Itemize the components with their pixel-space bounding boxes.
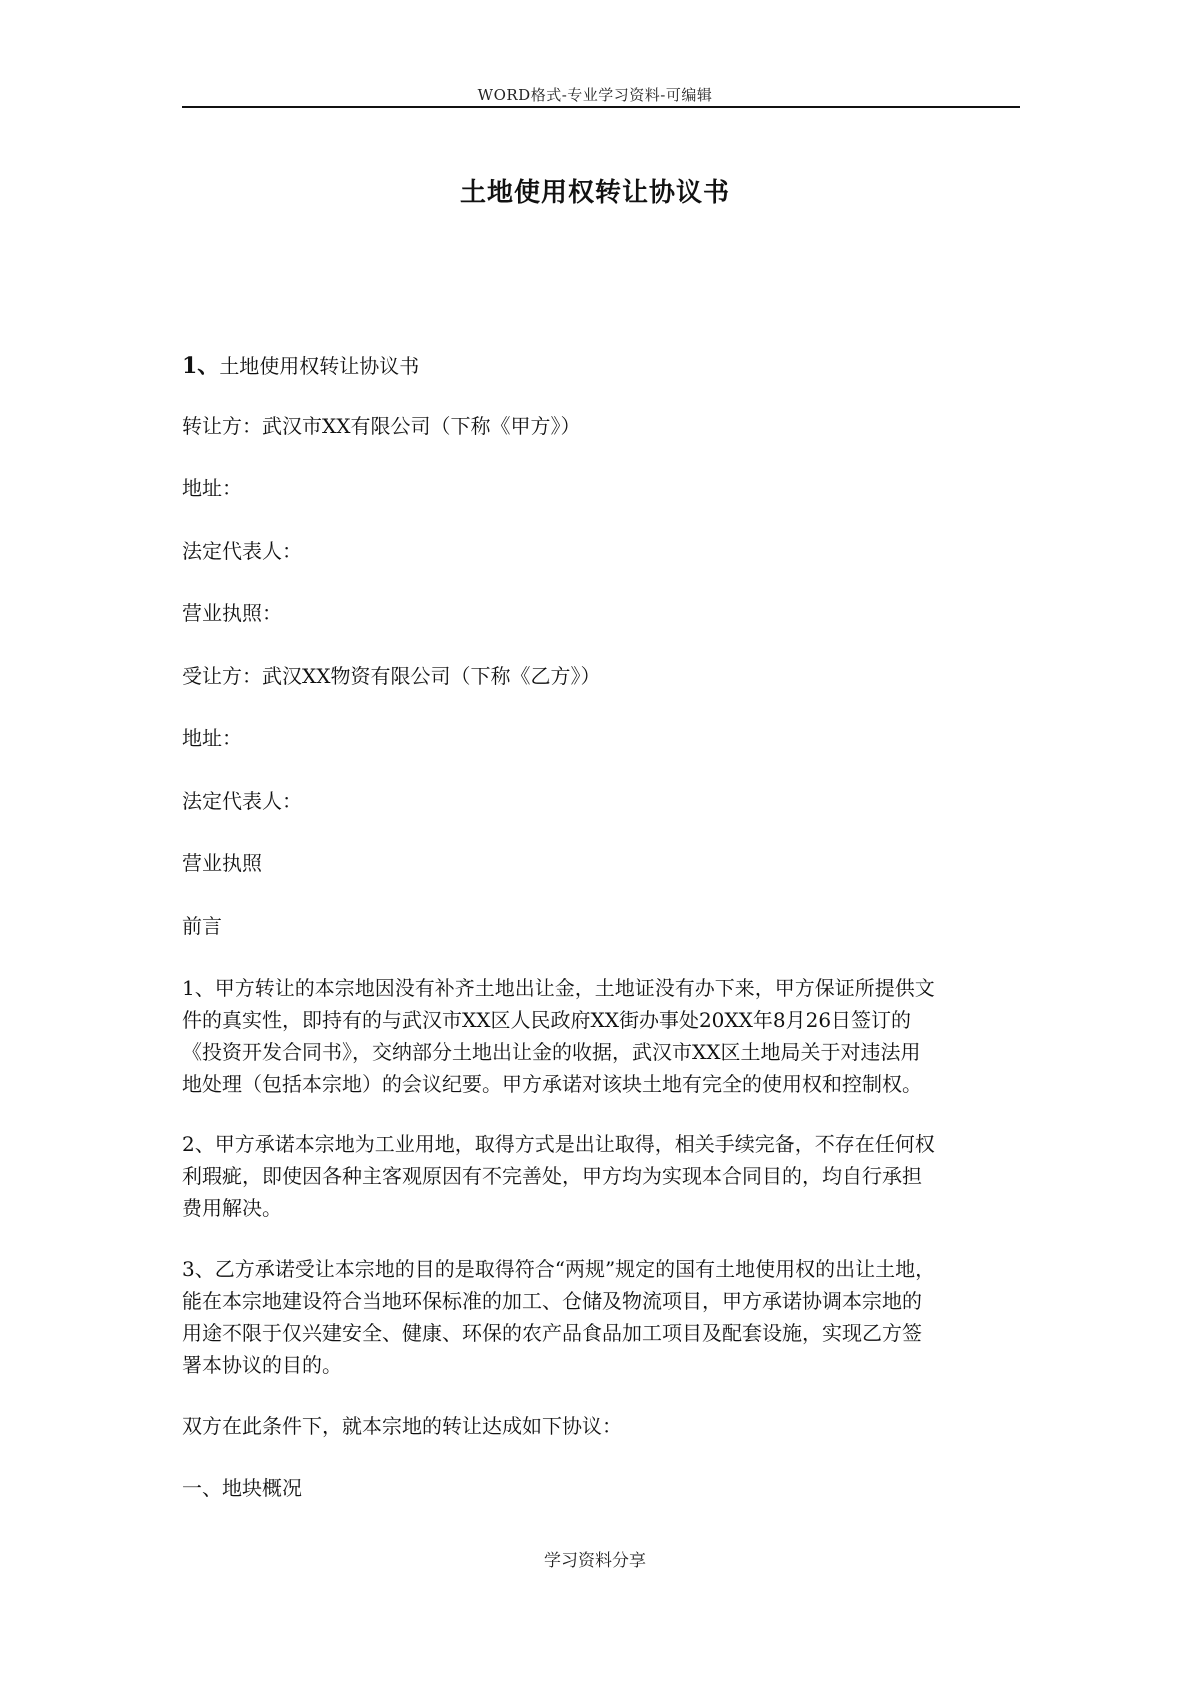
preface-heading: 前言 xyxy=(182,914,222,938)
section-heading-text: 土地使用权转让协议书 xyxy=(219,354,420,378)
agreement-intro: 双方在此条件下，就本宗地的转让达成如下协议： xyxy=(182,1414,622,1438)
clause-1-line: 1、甲方转让的本宗地因没有补齐土地出让金，土地证没有办下来，甲方保证所提供文 xyxy=(182,976,935,1000)
clause-3-line: 3、乙方承诺受让本宗地的目的是取得符合“两规”规定的国有土地使用权的出让土地， xyxy=(182,1257,936,1281)
section-heading xyxy=(182,350,1012,382)
transferor-party: 转让方：武汉市XX有限公司（下称《甲方》） xyxy=(182,414,581,438)
clause-3 xyxy=(182,1253,1012,1381)
transferor-license: 营业执照： xyxy=(182,601,282,625)
clause-2-line: 费用解决。 xyxy=(182,1196,282,1220)
page-footer: 学习资料分享 xyxy=(544,1551,646,1571)
transferee-license: 营业执照 xyxy=(182,851,262,875)
transferee-party: 受让方：武汉XX物资有限公司（下称《乙方》） xyxy=(182,664,601,688)
header-divider xyxy=(182,106,1020,108)
transferor-legal-rep: 法定代表人： xyxy=(182,539,302,563)
transferee-legal-rep: 法定代表人： xyxy=(182,789,302,813)
clause-3-line: 能在本宗地建设符合当地环保标准的加工、仓储及物流项目，甲方承诺协调本宗地的 xyxy=(182,1289,922,1313)
clause-1-line: 地处理（包括本宗地）的会议纪要。甲方承诺对该块土地有完全的使用权和控制权。 xyxy=(182,1072,922,1096)
clause-2-line: 利瑕疵，即使因各种主客观原因有不完善处，甲方均为实现本合同目的，均自行承担 xyxy=(182,1164,922,1188)
clause-1-line: 件的真实性，即持有的与武汉市XX区人民政府XX街办事处20XX年8月26日签订的 xyxy=(182,1008,912,1032)
transferor-address: 地址： xyxy=(182,476,242,500)
clause-1 xyxy=(182,972,1012,1100)
section-number: 1、 xyxy=(182,353,220,379)
document-title: 土地使用权转让协议书 xyxy=(459,178,730,208)
clause-2 xyxy=(182,1128,1012,1224)
page-header: WORD格式-专业学习资料-可编辑 xyxy=(477,86,713,104)
transferee-address: 地址： xyxy=(182,726,242,750)
article-1-heading: 一、地块概况 xyxy=(182,1476,302,1500)
clause-3-line: 署本协议的目的。 xyxy=(182,1353,342,1377)
clause-3-line: 用途不限于仅兴建安全、健康、环保的农产品食品加工项目及配套设施，实现乙方签 xyxy=(182,1321,922,1345)
clause-2-line: 2、甲方承诺本宗地为工业用地，取得方式是出让取得，相关手续完备，不存在任何权 xyxy=(182,1132,935,1156)
clause-1-line: 《投资开发合同书》，交纳部分土地出让金的收据，武汉市XX区土地局关于对违法用 xyxy=(182,1040,921,1064)
